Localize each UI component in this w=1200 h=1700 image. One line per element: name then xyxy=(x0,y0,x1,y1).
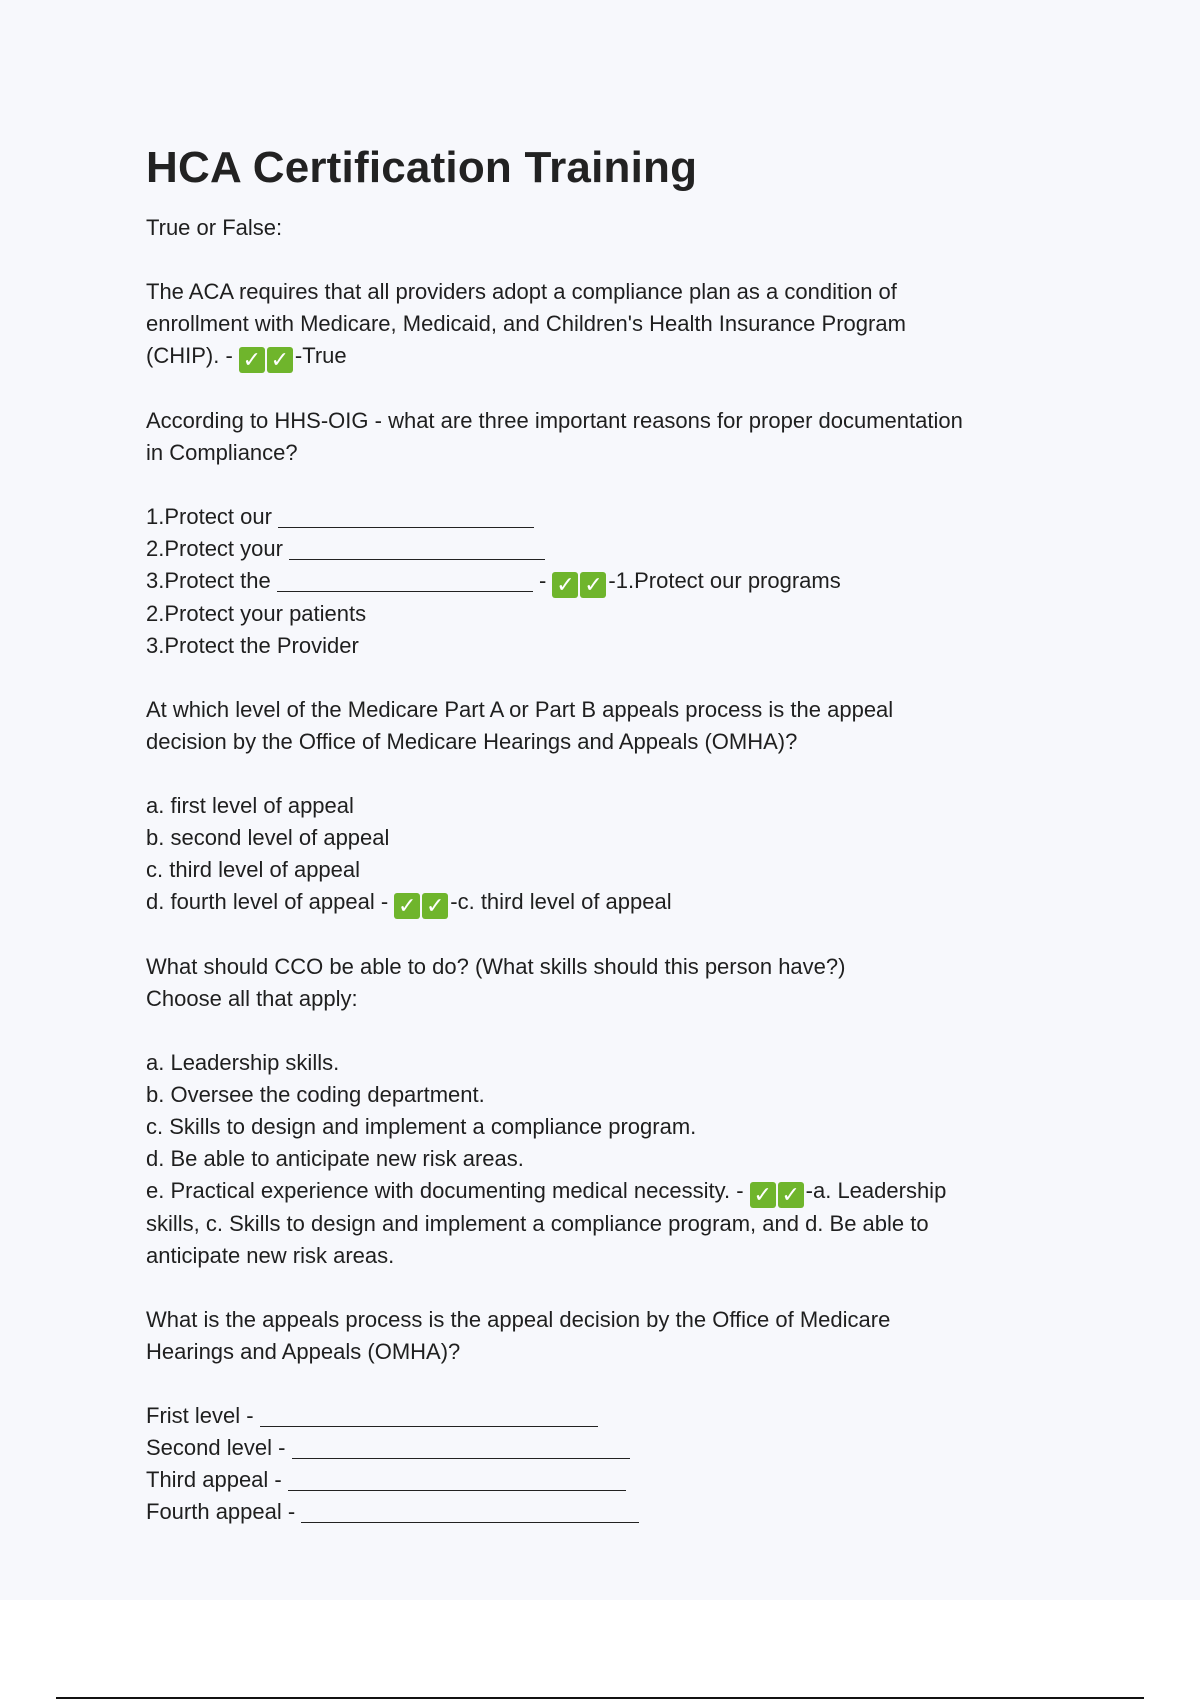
q2-item-3-label: 3.Protect the xyxy=(146,568,277,593)
q3-option-a: a. first level of appeal xyxy=(146,793,354,818)
q1-prefix: (CHIP). - xyxy=(146,343,239,368)
q3-line-2: decision by the Office of Medicare Hearings and Appeals (OMHA)? xyxy=(146,729,798,754)
q3-line-1: At which level of the Medicare Part A or Part B appeals process is the appeal xyxy=(146,697,894,722)
q4-option-c: c. Skills to design and implement a compliance program. xyxy=(146,1114,697,1139)
q3-option-d-label: d. fourth level of appeal - xyxy=(146,889,395,914)
document-content xyxy=(146,140,1066,1528)
q2-answer-3: 3.Protect the Provider xyxy=(146,633,359,658)
check-mark-icon: ✓ xyxy=(267,347,293,373)
check-mark-icon: ✓ xyxy=(778,1182,804,1208)
fill-in-blank xyxy=(278,507,534,528)
q1-line-3 xyxy=(146,340,1066,373)
q2-answer-1: -1.Protect our programs xyxy=(608,568,841,593)
fill-in-blank xyxy=(301,1502,639,1523)
q2-answer-2: 2.Protect your patients xyxy=(146,601,367,626)
check-mark-icon: ✓ xyxy=(239,347,265,373)
q5-item-4-label: Fourth appeal - xyxy=(146,1499,302,1524)
fill-in-blank xyxy=(289,539,545,560)
q1-line-2: enrollment with Medicare, Medicaid, and Children's Health Insurance Program xyxy=(146,311,906,336)
q4-line-1: What should CCO be able to do? (What skills should this person have?) xyxy=(146,954,846,979)
q2-item-3 xyxy=(146,565,1066,598)
q3-answer: -c. third level of appeal xyxy=(450,889,672,914)
q2-item-1-label: 1.Protect our xyxy=(146,504,279,529)
q4-option-d: d. Be able to anticipate new risk areas. xyxy=(146,1146,524,1171)
intro-text: True or False: xyxy=(146,215,283,240)
q4-option-a: a. Leadership skills. xyxy=(146,1050,340,1075)
footer-divider xyxy=(56,1697,1144,1699)
q2-item-2 xyxy=(146,533,1066,565)
q4-option-e xyxy=(146,1175,1066,1208)
check-mark-icon: ✓ xyxy=(422,893,448,919)
q1-answer: -True xyxy=(294,343,347,368)
check-mark-icon: ✓ xyxy=(552,572,578,598)
q2-dash: - xyxy=(532,568,553,593)
q5-item-4 xyxy=(146,1496,1066,1528)
q3-option-b: b. second level of appeal xyxy=(146,825,390,850)
q4-answer-1: -a. Leadership xyxy=(805,1178,947,1203)
q5-item-3-label: Third appeal - xyxy=(146,1467,288,1492)
q3-option-c: c. third level of appeal xyxy=(146,857,361,882)
fill-in-blank xyxy=(288,1470,626,1491)
q2-item-2-label: 2.Protect your xyxy=(146,536,290,561)
q4-option-b: b. Oversee the coding department. xyxy=(146,1082,485,1107)
q5-item-1-label: Frist level - xyxy=(146,1403,260,1428)
fill-in-blank xyxy=(260,1406,598,1427)
q5-item-2 xyxy=(146,1432,1066,1464)
q4-answer-3: anticipate new risk areas. xyxy=(146,1243,395,1268)
q5-item-3 xyxy=(146,1464,1066,1496)
q4-line-2: Choose all that apply: xyxy=(146,986,358,1011)
check-mark-icon: ✓ xyxy=(750,1182,776,1208)
check-mark-icon: ✓ xyxy=(394,893,420,919)
q5-line-1: What is the appeals process is the appeal decision by the Office of Medicare xyxy=(146,1307,891,1332)
q4-answer-2: skills, c. Skills to design and implement a compliance program, and d. Be able to xyxy=(146,1211,929,1236)
q2-item-1 xyxy=(146,501,1066,533)
q5-line-2: Hearings and Appeals (OMHA)? xyxy=(146,1339,461,1364)
q3-option-d xyxy=(146,886,1066,919)
q2-line-2: in Compliance? xyxy=(146,440,298,465)
q5-item-1 xyxy=(146,1400,1066,1432)
q1-line-1: The ACA requires that all providers adopt a compliance plan as a condition of xyxy=(146,279,897,304)
q2-line-1: According to HHS-OIG - what are three important reasons for proper documentation xyxy=(146,408,963,433)
q5-item-2-label: Second level - xyxy=(146,1435,292,1460)
fill-in-blank xyxy=(292,1438,630,1459)
check-mark-icon: ✓ xyxy=(580,572,606,598)
q4-option-e-label: e. Practical experience with documenting medical necessity. - xyxy=(146,1178,750,1203)
document-title: HCA Certification Training xyxy=(146,143,698,192)
fill-in-blank xyxy=(277,571,533,592)
